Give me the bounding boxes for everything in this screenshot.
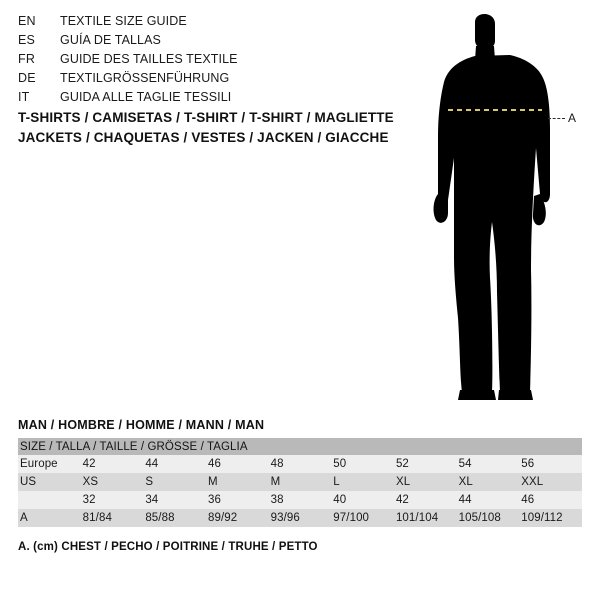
table-header-row (18, 438, 582, 455)
measure-label-a: A (568, 111, 577, 125)
language-row (18, 14, 378, 33)
language-row (18, 71, 378, 90)
language-code: EN (18, 14, 36, 28)
size-table (18, 438, 582, 527)
cell: 46 (206, 455, 269, 473)
cell: S (143, 473, 206, 491)
cell: 52 (394, 455, 457, 473)
cell: 89/92 (206, 509, 269, 527)
cell: M (206, 473, 269, 491)
cell: 38 (269, 491, 332, 509)
garment-line-jackets: JACKETS / CHAQUETAS / VESTES / JACKEN / GIACCHE (18, 130, 389, 145)
row-label: A (18, 509, 81, 527)
cell: 109/112 (519, 509, 582, 527)
cell: 50 (331, 455, 394, 473)
cell: 46 (519, 491, 582, 509)
language-text: GUIDA ALLE TAGLIE TESSILI (60, 90, 232, 104)
cell: 81/84 (81, 509, 144, 527)
table-heading-man: MAN / HOMBRE / HOMME / MANN / MAN (18, 418, 265, 432)
cell: 40 (331, 491, 394, 509)
table-row (18, 473, 582, 491)
cell: XS (81, 473, 144, 491)
cell: XL (394, 473, 457, 491)
garment-line-tshirts: T-SHIRTS / CAMISETAS / T-SHIRT / T-SHIRT / MAGLIETTE (18, 110, 394, 125)
row-label (18, 491, 81, 509)
language-text: GUIDE DES TAILLES TEXTILE (60, 52, 238, 66)
cell: 101/104 (394, 509, 457, 527)
language-text: TEXTILGRÖSSENFÜHRUNG (60, 71, 230, 85)
cell: XXL (519, 473, 582, 491)
measure-leader-line (548, 118, 565, 119)
table-footnote: A. (cm) CHEST / PECHO / POITRINE / TRUHE / PETTO (18, 541, 318, 553)
language-text: TEXTILE SIZE GUIDE (60, 14, 187, 28)
cell: M (269, 473, 332, 491)
cell: XL (457, 473, 520, 491)
cell: 97/100 (331, 509, 394, 527)
language-text: GUÍA DE TALLAS (60, 33, 161, 47)
cell: L (331, 473, 394, 491)
cell: 42 (394, 491, 457, 509)
language-row (18, 52, 378, 71)
male-silhouette-figure (400, 8, 600, 408)
cell: 34 (143, 491, 206, 509)
cell: 44 (457, 491, 520, 509)
cell: 36 (206, 491, 269, 509)
garment-type-headings (18, 108, 398, 148)
cell: 85/88 (143, 509, 206, 527)
cell: 93/96 (269, 509, 332, 527)
cell: 54 (457, 455, 520, 473)
language-list (18, 14, 378, 109)
table-row (18, 491, 582, 509)
silhouette-icon (400, 8, 600, 408)
language-row (18, 90, 378, 109)
row-label: US (18, 473, 81, 491)
table-header-cell: SIZE / TALLA / TAILLE / GRÖSSE / TAGLIA (18, 438, 582, 455)
cell: 48 (269, 455, 332, 473)
language-code: IT (18, 90, 30, 104)
cell: 44 (143, 455, 206, 473)
table-row (18, 509, 582, 527)
size-table-section (18, 418, 582, 553)
language-code: DE (18, 71, 36, 85)
row-label: Europe (18, 455, 81, 473)
table-row (18, 455, 582, 473)
cell: 105/108 (457, 509, 520, 527)
language-row (18, 33, 378, 52)
cell: 32 (81, 491, 144, 509)
cell: 42 (81, 455, 144, 473)
language-code: FR (18, 52, 36, 66)
cell: 56 (519, 455, 582, 473)
language-code: ES (18, 33, 36, 47)
